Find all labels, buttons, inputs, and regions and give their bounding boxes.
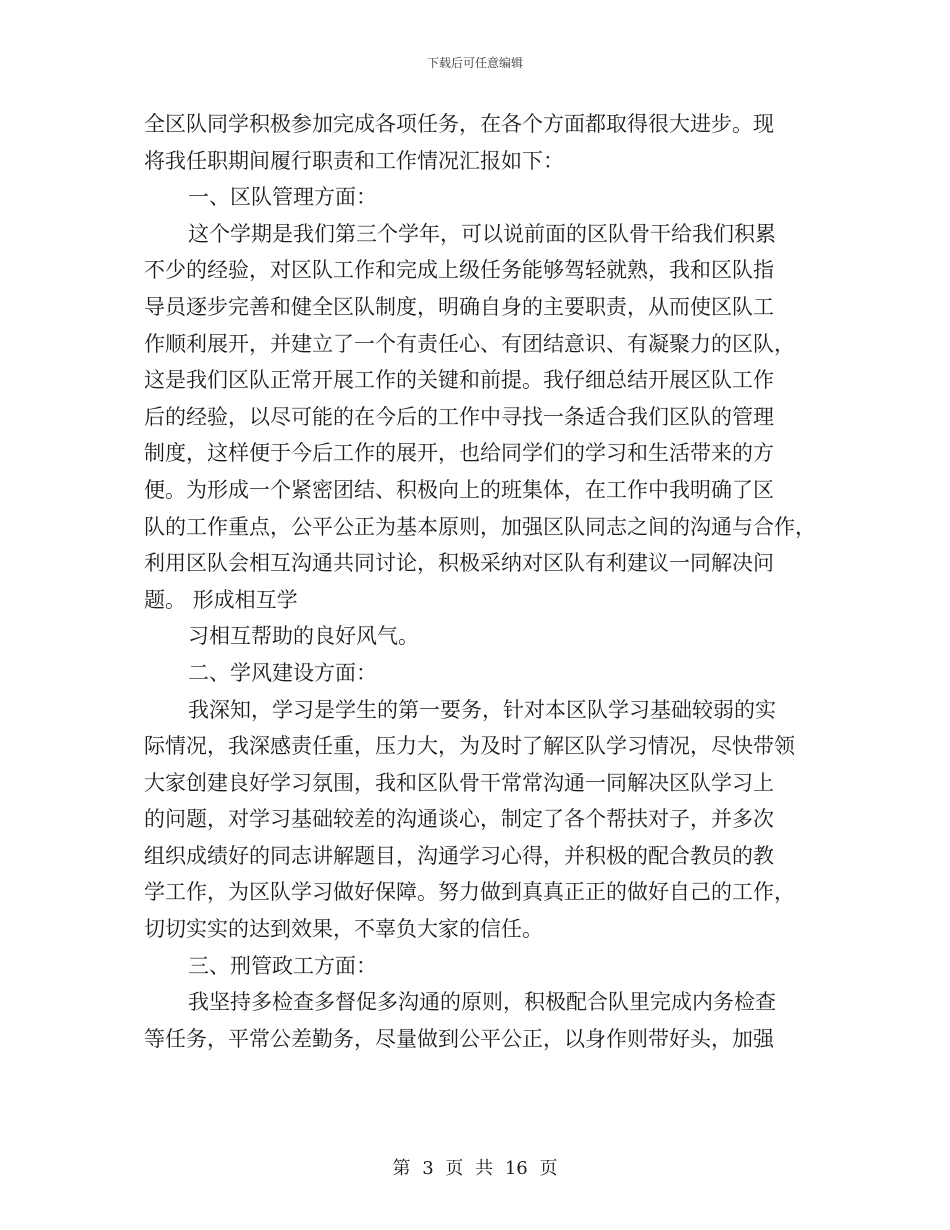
page-number: 第 3 页 共 16 页 — [392, 1158, 558, 1179]
text-line: 我坚持多检查多督促多沟通的原则，积极配合队里完成内务检查 — [188, 990, 776, 1015]
text-line: 全区队同学积极参加完成各项任务，在各个方面都取得很大进步。现 — [144, 112, 774, 136]
text-line: 利用区队会相互沟通共同讨论，积极采纳对区队有利建议一同解决问 — [144, 551, 774, 576]
text-line: 制度，这样便于今后工作的展开，也给同学们的学习和生活带来的方 — [144, 441, 774, 466]
text-line: 等任务，平常公差勤务，尽量做到公平公正，以身作则带好头，加强 — [144, 1026, 774, 1051]
text-line: 题。 形成相互学 — [144, 587, 298, 612]
text-line: 我深知，学习是学生的第一要务，针对本区队学习基础较弱的实 — [188, 697, 776, 722]
text-line: 学工作，为区队学习做好保障。努力做到真真正正的做好自己的工作， — [144, 880, 795, 905]
text-line: 这个学期是我们第三个学年，可以说前面的区队骨干给我们积累 — [188, 221, 776, 246]
text-line: 不少的经验，对区队工作和完成上级任务能够驾轻就熟，我和区队指 — [144, 258, 774, 283]
section-heading: 一、区队管理方面： — [188, 185, 377, 210]
text-line: 便。为形成一个紧密团结、积极向上的班集体，在工作中我明确了区 — [144, 477, 774, 502]
text-line: 后的经验，以尽可能的在今后的工作中寻找一条适合我们区队的管理 — [144, 404, 774, 429]
text-line: 的问题，对学习基础较差的沟通谈心，制定了各个帮扶对子，并多次 — [144, 807, 774, 832]
document-body — [144, 106, 824, 1057]
section-heading: 二、学风建设方面： — [188, 660, 377, 685]
text-line: 习相互帮助的良好风气。 — [188, 624, 419, 649]
section-heading: 三、刑管政工方面： — [188, 953, 377, 978]
text-line: 大家创建良好学习氛围，我和区队骨干常常沟通一同解决区队学习上 — [144, 770, 774, 795]
text-line: 际情况，我深感责任重，压力大，为及时了解区队学习情况，尽快带领 — [144, 734, 795, 759]
text-line: 导员逐步完善和健全区队制度，明确自身的主要职责，从而使区队工 — [144, 294, 774, 319]
header-note: 下载后可任意编辑 — [426, 56, 523, 70]
text-line: 组织成绩好的同志讲解题目，沟通学习心得，并积极的配合教员的教 — [144, 843, 774, 868]
text-line: 作顺利展开，并建立了一个有责任心、有团结意识、有凝聚力的区队， — [144, 331, 795, 356]
text-line: 切切实实的达到效果，不辜负大家的信任。 — [144, 917, 543, 942]
text-line: 将我任职期间履行职责和工作情况汇报如下： — [144, 148, 564, 173]
text-line: 这是我们区队正常开展工作的关键和前提。我仔细总结开展区队工作 — [144, 368, 774, 393]
text-line: 队的工作重点，公平公正为基本原则，加强区队同志之间的沟通与合作， — [144, 514, 816, 539]
